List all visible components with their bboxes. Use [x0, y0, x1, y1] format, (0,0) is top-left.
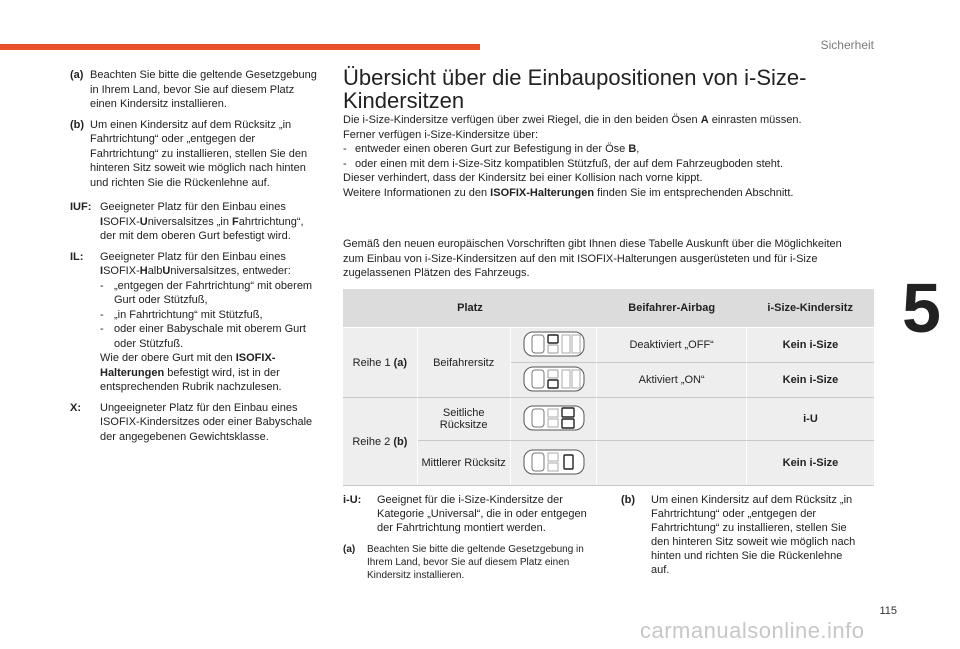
note-key: (b)	[621, 494, 636, 506]
note-text: Beachten Sie bitte die geltende Gesetzgebung in Ihrem Land, bevor Sie auf diesem Platz einen Kindersitz installieren.	[367, 544, 584, 581]
table-row	[343, 328, 874, 363]
legend-key: IUF:	[70, 201, 92, 213]
footnote-key: (a)	[70, 69, 84, 81]
accent-bar	[0, 44, 480, 50]
legend-iuf	[70, 200, 322, 244]
row-label: Reihe 1 (a)	[343, 328, 417, 398]
legend-text: Ungeeigneter Platz für den Einbau eines ISOFIX-Kindersitzes oder einer Babyschale der angegebenen Gewichtsklasse.	[100, 401, 313, 443]
legend-bullet: - „entgegen der Fahrtrichtung“ mit oberem Gurt oder Stützfuß,	[100, 279, 313, 306]
note-a	[343, 543, 595, 582]
regulation-text: Gemäß den neuen europäischen Vorschriften gibt Ihnen diese Tabelle Auskunft über die Möglichkeiten zum Einbau von i-Size-Kindersitzen auf den mit ISOFIX-Halterungen ausgerüsteten und für i-Size zugelassenen Plätzen des Fahrzeugs.	[343, 238, 842, 279]
note-text: Geeignet für die i-Size-Kindersitze der Kategorie „Universal“, die in oder entgegen der Fahrtrichtung montiert werden.	[377, 494, 587, 534]
footnote-list	[70, 68, 322, 190]
car-diagram-icon	[522, 447, 586, 477]
legend-text: Geeigneter Platz für den Einbau eines ISOFIX-Universalsitzes „in Fahrtrichtung“, der mit dem oberen Gurt befestigt wird.	[100, 201, 304, 242]
header-isize: i-Size-Kindersitz	[746, 289, 874, 328]
isize-status: Kein i-Size	[746, 363, 874, 398]
note-key: i-U:	[343, 494, 362, 506]
table-row	[343, 441, 874, 486]
table-row	[343, 398, 874, 441]
legend-key: IL:	[70, 250, 84, 263]
intro-text: Die i-Size-Kindersitze verfügen über zwei Riegel, die in den beiden Ösen A einrasten müssen. Ferner verfügen i-Size-Kindersitze über: - entweder einen oberen Gurt zur Befestigung in der Öse B, - oder einen mit dem i-Size-Sitz kompatiblen Stützfuß, der auf dem Fahrzeugboden steht. Dieser verhindert, dass der Kindersitz bei einer Kollision nach vorne kippt. Weitere Informationen zu den ISOFIX-Halterungen finden Sie im entsprechenden Abschnitt.	[343, 113, 863, 200]
airbag-status: Aktiviert „ON“	[597, 363, 746, 398]
car-diagram-icon	[522, 403, 586, 433]
legend-text: Geeigneter Platz für den Einbau eines ISOFIX-HalbUniversalsitzes, entweder: - „entgegen der Fahrtrichtung“ mit oberem Gurt oder Stützfuß, - „in Fahrtrichtung“ mit Stützfuß, - oder einer Babyschale mit oberem Gurt oder Stützfuß. Wie der obere Gurt mit den ISOFIX-Halterungen befestigt wird, ist in der entsprechenden Rubrik nachzulesen.	[100, 250, 322, 395]
car-diagram-icon	[522, 329, 586, 359]
isize-status: i-U	[746, 398, 874, 441]
legend-bullet: - „in Fahrtrichtung“ mit Stützfuß,	[100, 308, 263, 321]
footnote-text: Beachten Sie bitte die geltende Gesetzgebung in Ihrem Land, bevor Sie auf diesem Platz einen Kindersitz installieren.	[90, 69, 317, 110]
header-airbag: Beifahrer-Airbag	[597, 289, 746, 328]
footnote-text: Um einen Kindersitz auf dem Rücksitz „in Fahrtrichtung“ oder „entgegen der Fahrtrichtung“ zu installieren, stellen Sie den hinteren Sitz soweit wie möglich nach hinten und richten Sie die Rückenlehne auf.	[90, 118, 308, 189]
seat-label: Seitliche Rücksitze	[417, 398, 510, 441]
chapter-number: 5	[902, 269, 941, 347]
section-label: Sicherheit	[820, 38, 874, 52]
legend-key: X:	[70, 401, 81, 414]
seat-label: Beifahrersitz	[417, 328, 510, 398]
note-iu	[343, 493, 595, 535]
header-platz: Platz	[343, 289, 597, 328]
note-key: (a)	[343, 544, 356, 555]
watermark: carmanualsonline.info	[640, 618, 865, 643]
car-diagram-cell	[510, 441, 597, 486]
legend-bullet: - oder einer Babyschale mit oberem Gurt oder Stützfuß.	[100, 323, 306, 350]
car-diagram-cell	[510, 328, 597, 363]
intro-bullet: - oder einen mit dem i-Size-Sitz kompatiblen Stützfuß, der auf dem Fahrzeugboden steht.	[343, 157, 783, 170]
car-diagram-icon	[522, 364, 586, 394]
row-label: Reihe 2 (b)	[343, 398, 417, 486]
isize-status: Kein i-Size	[746, 441, 874, 486]
footnote-key: (b)	[70, 118, 85, 131]
airbag-status: Deaktiviert „OFF“	[597, 328, 746, 363]
left-column	[70, 68, 322, 450]
page-number: 115	[879, 605, 897, 617]
legend-x	[70, 401, 322, 445]
seat-label: Mittlerer Rücksitz	[417, 441, 510, 486]
chapter-tab	[896, 258, 960, 362]
page-title: Übersicht über die Einbaupositionen von i-Size-Kindersitzen	[343, 65, 807, 113]
car-diagram-cell	[510, 398, 597, 441]
intro-bullet: - entweder einen oberen Gurt zur Befestigung in der Öse B,	[343, 143, 640, 155]
table-header-row	[343, 289, 874, 328]
footnote-b	[70, 118, 322, 191]
isize-status: Kein i-Size	[746, 328, 874, 363]
car-diagram-cell	[510, 363, 597, 398]
table-notes	[343, 493, 595, 582]
note-text: Um einen Kindersitz auf dem Rücksitz „in Fahrtrichtung“ oder „entgegen der Fahrtrichtung“ zu installieren, stellen Sie den hinteren Sitz soweit wie möglich nach hinten und richten Sie die Rückenlehne auf.	[651, 494, 856, 576]
footnote-a	[70, 68, 322, 112]
seat-table	[343, 289, 874, 486]
legend-il	[70, 250, 322, 395]
note-b	[621, 493, 861, 577]
legend-list	[70, 200, 322, 444]
